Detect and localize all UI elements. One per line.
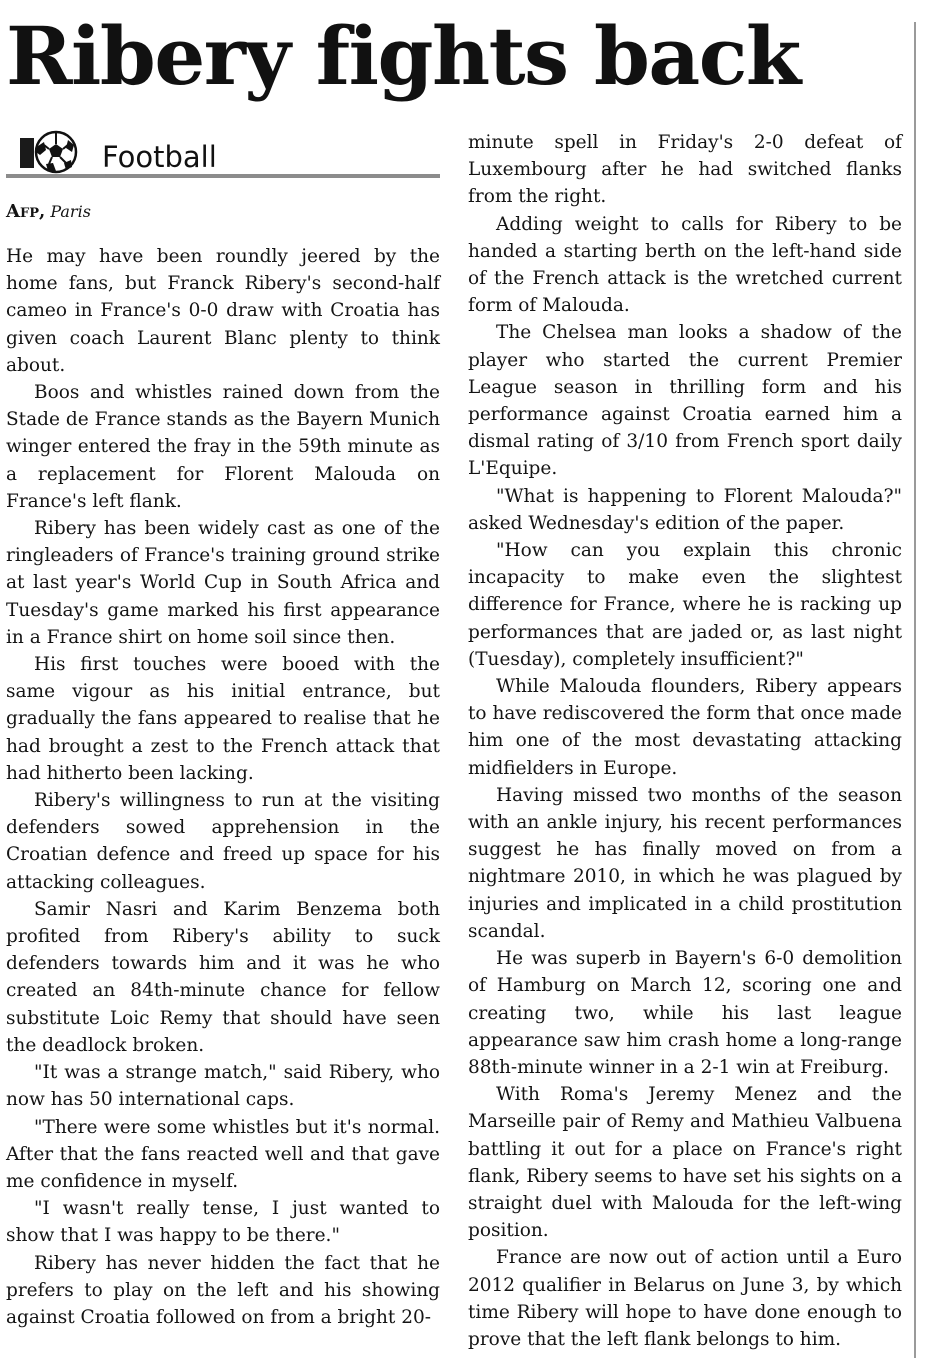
column-rule [914, 22, 916, 1358]
article-paragraph: Boos and whistles rained down from the Stade de France stands as the Bayern Munich winger entered the fray in the 59th minute as a replacement for Florent Malouda on France's left flank. [6, 382, 440, 512]
section-header [6, 128, 440, 180]
article-column-1 [6, 243, 440, 1331]
article-paragraph: Ribery has been widely cast as one of the ringleaders of France's training ground strike at last year's World Cup in South Africa and Tuesday's game marked his first appearance in a France shirt on home soil since then. [6, 518, 440, 648]
headline: Ribery fights back [6, 9, 800, 103]
article-paragraph: "I wasn't really tense, I just wanted to show that I was happy to be there." [6, 1198, 440, 1247]
article-paragraph: While Malouda flounders, Ribery appears to have rediscovered the form that once made him one of the most devastating attacking midfielders in Europe. [468, 676, 902, 779]
article-column-2 [468, 129, 902, 1353]
article-paragraph: He was superb in Bayern's 6-0 demolition of Hamburg on March 12, scoring one and creating two, while his last league appearance saw him crash home a long-range 88th-minute winner in a 2-1 win at Freiburg. [468, 948, 902, 1078]
article-paragraph: Samir Nasri and Karim Benzema both profited from Ribery's ability to suck defenders towards him and it was he who created an 84th-minute chance for fellow substitute Loic Remy that should have seen the deadlock broken. [6, 898, 440, 1056]
article-paragraph: Ribery has never hidden the fact that he prefers to play on the left and his showing against Croatia followed on from a bright 20- [6, 1252, 440, 1328]
article-paragraph: "How can you explain this chronic incapacity to make even the slightest difference for France, where he is racking up performances that are jaded or, as last night (Tuesday), completely insufficient?" [468, 540, 902, 670]
article-paragraph: Ribery's willingness to run at the visiting defenders sowed apprehension in the Croatian defence and freed up space for his attacking colleagues. [6, 790, 440, 893]
article-paragraph: minute spell in Friday's 2-0 defeat of Luxembourg after he had switched flanks from the right. [468, 132, 902, 208]
article-paragraph: "There were some whistles but it's normal. After that the fans reacted well and that gave me confidence in myself. [6, 1116, 440, 1192]
article-paragraph: He may have been roundly jeered by the home fans, but Franck Ribery's second-half cameo in France's 0-0 draw with Croatia has given coach Laurent Blanc plenty to think about. [6, 246, 440, 376]
article-paragraph: "What is happening to Florent Malouda?" asked Wednesday's edition of the paper. [468, 485, 902, 534]
article-paragraph: Adding weight to calls for Ribery to be handed a starting berth on the left-hand side of the French attack is the wretched current form of Malouda. [468, 213, 902, 317]
dateline-agency: Afp, [6, 201, 46, 222]
article-paragraph: His first touches were booed with the same vigour as his initial entrance, but gradually the fans appeared to realise that he had brought a zest to the French attack that had hitherto been lacking. [6, 654, 440, 784]
article-paragraph: France are now out of action until a Euro 2012 qualifier in Belarus on June 3, by which time Ribery will hope to have done enough to prove that the left flank belongs to him. [468, 1247, 902, 1350]
football-icon [20, 130, 80, 174]
section-label: Football [102, 140, 217, 174]
dateline-city: Paris [50, 202, 91, 221]
article-paragraph: Having missed two months of the season with an ankle injury, his recent performances suggest he has finally moved on from a nightmare 2010, in which he was plagued by injuries and implicated in a child prostitution scandal. [468, 784, 902, 942]
article-paragraph: With Roma's Jeremy Menez and the Marseille pair of Remy and Mathieu Valbuena battling it out for a place on France's right flank, Ribery seems to have set his sights on a straight duel with Malouda for the left-wing position. [468, 1084, 902, 1242]
dateline [6, 201, 91, 223]
article-paragraph: "It was a strange match," said Ribery, who now has 50 international caps. [6, 1062, 440, 1111]
article-paragraph: The Chelsea man looks a shadow of the player who started the current Premier League season in thrilling form and his performance against Croatia earned him a dismal rating of 3/10 from French sport daily L'Equipe. [468, 322, 902, 480]
section-rule [6, 174, 440, 178]
